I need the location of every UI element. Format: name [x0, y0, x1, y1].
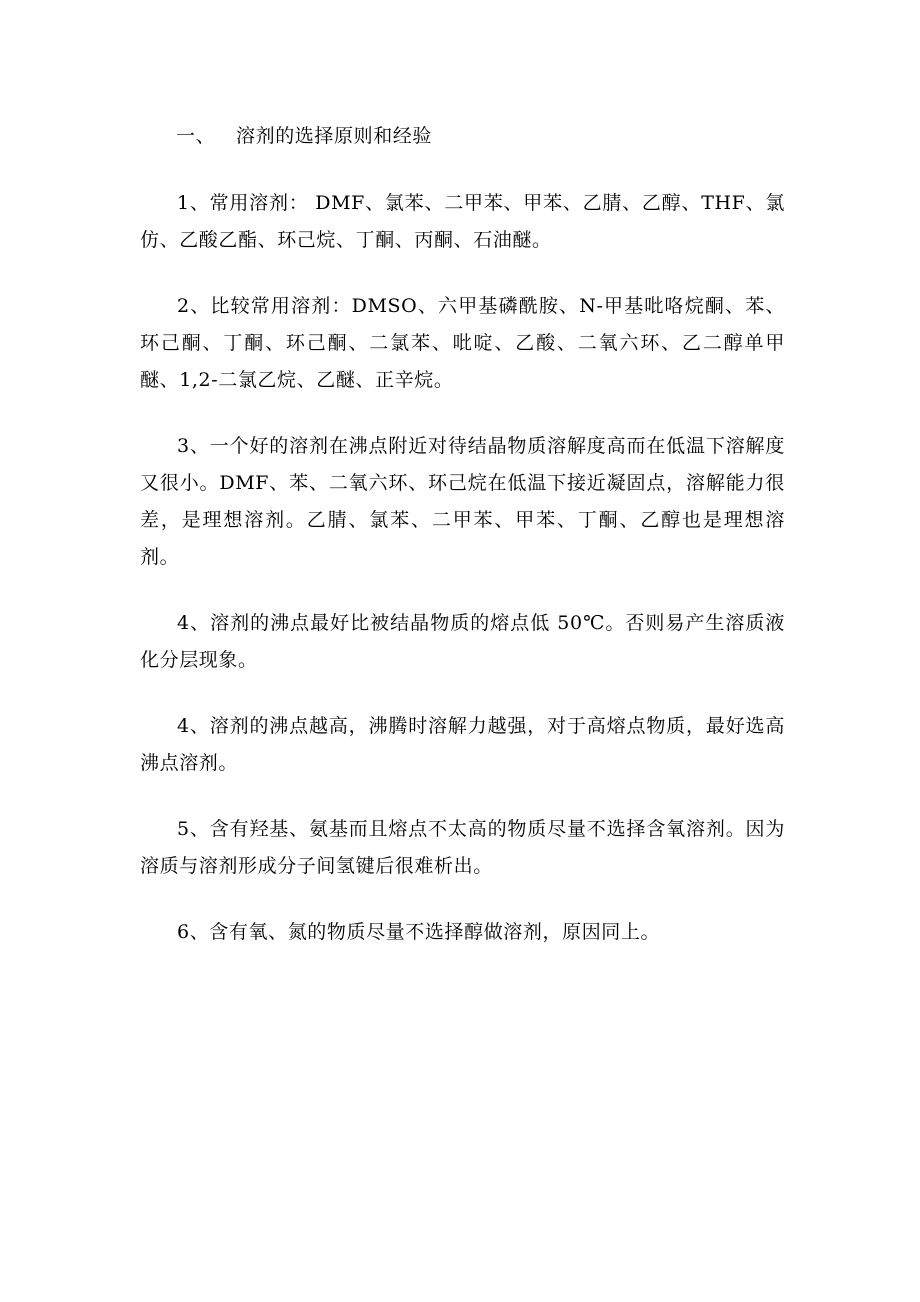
section-heading — [140, 118, 785, 155]
paragraph-4: 4、溶剂的沸点最好比被结晶物质的熔点低 50℃。否则易产生溶质液化分层现象。 — [140, 612, 785, 671]
paragraph-3: 3、一个好的溶剂在沸点附近对待结晶物质溶解度高而在低温下溶解度又很小。DMF、苯、二氧六环、环己烷在低温下接近凝固点，溶解能力很差，是理想溶剂。乙腈、氯苯、二甲苯、甲苯、丁酮、乙醇也是理想溶剂。 — [140, 435, 785, 568]
paragraph-1: 1、常用溶剂： DMF、氯苯、二甲苯、甲苯、乙腈、乙醇、THF、氯仿、乙酸乙酯、环己烷、丁酮、丙酮、石油醚。 — [140, 192, 785, 251]
paragraph-5: 4、溶剂的沸点越高，沸腾时溶解力越强，对于高熔点物质，最好选高沸点溶剂。 — [140, 715, 785, 774]
paragraph-2: 2、比较常用溶剂：DMSO、六甲基磷酰胺、N-甲基吡咯烷酮、苯、环己酮、丁酮、环己酮、二氯苯、吡啶、乙酸、二氧六环、乙二醇单甲醚、1,2-二氯乙烷、乙醚、正辛烷。 — [140, 295, 785, 391]
section-title: 溶剂的选择原则和经验 — [236, 125, 433, 147]
section-number: 一、 — [176, 125, 216, 147]
paragraph-7: 6、含有氧、氮的物质尽量不选择醇做溶剂，原因同上。 — [177, 921, 661, 943]
document-body — [140, 118, 785, 980]
paragraph-6: 5、含有羟基、氨基而且熔点不太高的物质尽量不选择含氧溶剂。因为溶质与溶剂形成分子间氢键后很难析出。 — [140, 818, 785, 877]
